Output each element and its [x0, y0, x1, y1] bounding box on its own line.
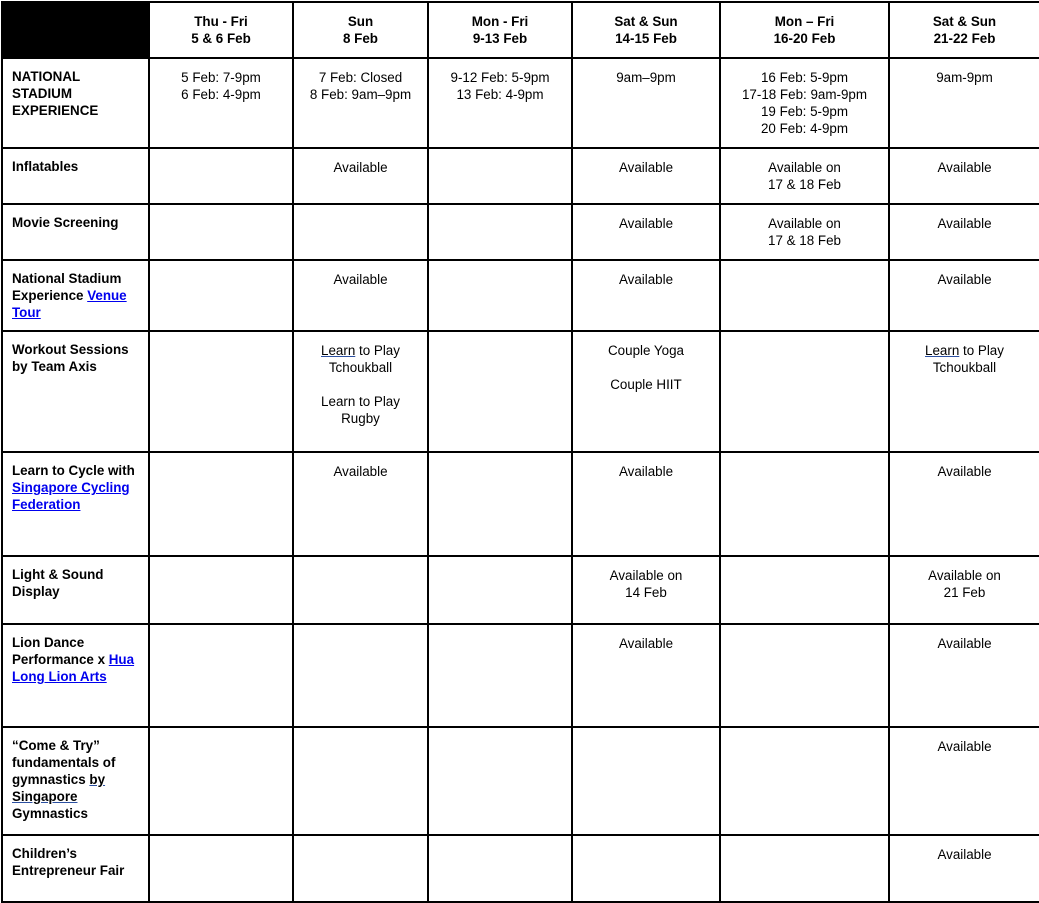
schedule-cell	[149, 624, 293, 727]
cell-line: Available	[333, 272, 388, 287]
cell-line: Available	[937, 464, 992, 479]
text-segment: Learn to Cycle with	[12, 463, 135, 478]
schedule-cell	[428, 148, 572, 204]
schedule-cell	[572, 835, 720, 902]
text-segment: Movie Screening	[12, 215, 119, 230]
schedule-cell	[720, 452, 889, 556]
schedule-cell	[572, 727, 720, 835]
schedule-cell	[428, 556, 572, 624]
cell-line: Couple HIIT	[610, 377, 682, 392]
cell-line: Available	[618, 216, 674, 231]
schedule-cell	[428, 204, 572, 260]
schedule-cell	[293, 58, 428, 148]
cell-line: 9am–9pm	[616, 70, 676, 85]
schedule-cell	[293, 331, 428, 452]
header-line2: 8 Feb	[343, 31, 378, 46]
table-row-national-stadium-experience-venue	[2, 260, 1039, 331]
cell-line: Available	[937, 739, 992, 754]
schedule-cell	[889, 260, 1039, 331]
row-label-workout-sessions-by-team	[2, 331, 149, 452]
table-body	[2, 58, 1039, 902]
schedule-cell	[572, 260, 720, 331]
cell-line: Available	[937, 160, 992, 175]
venue-tour-link[interactable]: Venue Tour	[12, 288, 127, 320]
schedule-cell	[428, 260, 572, 331]
schedule-cell	[720, 260, 889, 331]
schedule-cell	[720, 624, 889, 727]
cell-line: 17 & 18 Feb	[768, 177, 841, 192]
schedule-cell	[572, 556, 720, 624]
corner-cell	[2, 2, 149, 58]
cell-line	[896, 342, 1033, 376]
text-segment: National Stadium Experience	[12, 271, 122, 303]
header-line1: Sat & Sun	[614, 14, 678, 29]
row-label-movie-screening	[2, 204, 149, 260]
schedule-cell	[293, 624, 428, 727]
table-row-lion-dance-performance-x	[2, 624, 1039, 727]
schedule-cell	[889, 204, 1039, 260]
schedule-cell	[889, 624, 1039, 727]
cell-line: Available	[937, 847, 992, 862]
cell-line: 16 Feb: 5-9pm	[760, 70, 849, 85]
cell-line: 17 & 18 Feb	[768, 233, 841, 248]
cell-line: Available	[333, 160, 388, 175]
row-label-national-stadium-experience-venue	[2, 260, 149, 331]
text-segment: Workout Sessions by Team Axis	[12, 342, 129, 374]
header-line2: 16-20 Feb	[773, 31, 836, 46]
table-row-workout-sessions-by-team	[2, 331, 1039, 452]
learn-link[interactable]: Learn	[321, 343, 356, 358]
cell-line: Available on	[768, 160, 841, 175]
schedule-cell	[720, 331, 889, 452]
schedule-cell	[149, 835, 293, 902]
table-row-children-s-entrepreneur-fair	[2, 835, 1039, 902]
column-header-sat-sun-21-22-feb	[889, 2, 1039, 58]
schedule-cell	[572, 624, 720, 727]
cell-line: 9am-9pm	[936, 70, 993, 85]
schedule-cell	[572, 58, 720, 148]
text-segment: Gymnastics	[12, 806, 88, 821]
cell-line: Available	[937, 216, 992, 231]
column-header-mon-fri-9-13-feb	[428, 2, 572, 58]
hua-long-lion-arts-link[interactable]: Hua Long Lion Arts	[12, 652, 135, 684]
schedule-cell	[293, 556, 428, 624]
header-row	[2, 2, 1039, 58]
schedule-cell	[889, 727, 1039, 835]
schedule-cell	[293, 727, 428, 835]
header-line1: Thu - Fri	[194, 14, 248, 29]
column-header-sat-sun-14-15-feb	[572, 2, 720, 58]
schedule-cell	[428, 331, 572, 452]
cell-line: 9-12 Feb: 5-9pm	[450, 70, 550, 85]
schedule-cell	[572, 204, 720, 260]
cell-line: 5 Feb: 7-9pm	[181, 70, 261, 85]
cell-line: Available on	[768, 216, 841, 231]
table-row-movie-screening	[2, 204, 1039, 260]
row-label-children-s-entrepreneur-fair	[2, 835, 149, 902]
by-singapore-link[interactable]: by Singapore	[12, 772, 106, 804]
schedule-cell	[720, 204, 889, 260]
header-line1: Mon - Fri	[471, 14, 529, 29]
cell-line: 19 Feb: 5-9pm	[760, 104, 849, 119]
schedule-cell	[720, 58, 889, 148]
column-header-mon-fri-16-20-feb	[720, 2, 889, 58]
header-line1: Sun	[347, 14, 374, 29]
cell-line	[300, 342, 421, 376]
header-line1: Mon – Fri	[774, 14, 835, 29]
schedule-cell	[572, 452, 720, 556]
text-segment: Lion Dance Performance x	[12, 635, 109, 667]
schedule-cell	[149, 727, 293, 835]
table-row-national-stadium-experience	[2, 58, 1039, 148]
text-segment: Children’s Entrepreneur Fair	[12, 846, 125, 878]
row-label-lion-dance-performance-x	[2, 624, 149, 727]
text-segment: Light & Sound Display	[12, 567, 104, 599]
row-label-come-try-fundamentals-of	[2, 727, 149, 835]
table-row-come-try-fundamentals-of	[2, 727, 1039, 835]
schedule-cell	[720, 727, 889, 835]
schedule-cell	[889, 58, 1039, 148]
text-segment: to Play Tchoukball	[328, 343, 400, 375]
cell-line: Available	[618, 160, 674, 175]
header-line2: 9-13 Feb	[472, 31, 528, 46]
cell-line: Available	[618, 464, 674, 479]
schedule-cell	[720, 835, 889, 902]
cell-line: 14 Feb	[625, 585, 667, 600]
text-segment: NATIONAL STADIUM EXPERIENCE	[12, 69, 99, 118]
schedule-cell	[149, 260, 293, 331]
text-segment: Inflatables	[12, 159, 79, 174]
schedule-cell	[720, 148, 889, 204]
singapore-cycling-federation-link[interactable]: Singapore Cycling Federation	[12, 480, 130, 512]
schedule-cell	[149, 556, 293, 624]
header-line2: 14-15 Feb	[615, 31, 677, 46]
text-segment: “Come & Try” fundamentals of gymnastics	[12, 738, 116, 787]
schedule-cell	[889, 452, 1039, 556]
cell-line: 7 Feb: Closed	[318, 70, 403, 85]
cell-line: Available on	[609, 568, 683, 583]
schedule-cell	[293, 835, 428, 902]
schedule-cell	[149, 204, 293, 260]
row-label-light-sound-display	[2, 556, 149, 624]
schedule-cell	[428, 835, 572, 902]
cell-line	[300, 376, 421, 393]
cell-line: 8 Feb: 9am–9pm	[309, 87, 412, 102]
cell-line: Available	[618, 636, 674, 651]
schedule-cell	[149, 58, 293, 148]
cell-line	[579, 359, 713, 376]
schedule-cell	[293, 204, 428, 260]
schedule-cell	[293, 148, 428, 204]
schedule-cell	[428, 58, 572, 148]
cell-line: 21 Feb	[943, 585, 986, 600]
column-header-thu-fri-5-6-feb	[149, 2, 293, 58]
schedule-cell	[428, 452, 572, 556]
row-label-inflatables	[2, 148, 149, 204]
schedule-cell	[889, 148, 1039, 204]
schedule-cell	[428, 624, 572, 727]
table-row-learn-to-cycle-with	[2, 452, 1039, 556]
schedule-cell	[720, 556, 889, 624]
cell-line: Available on	[928, 568, 1001, 583]
schedule-cell	[889, 331, 1039, 452]
schedule-cell	[889, 835, 1039, 902]
row-label-learn-to-cycle-with	[2, 452, 149, 556]
schedule-cell	[889, 556, 1039, 624]
cell-line: 20 Feb: 4-9pm	[760, 121, 849, 136]
schedule-cell	[572, 148, 720, 204]
cell-line: 17-18 Feb: 9am-9pm	[741, 87, 868, 102]
cell-line: 13 Feb: 4-9pm	[456, 87, 544, 102]
header-line2: 21-22 Feb	[933, 31, 996, 46]
cell-line: Learn to Play Rugby	[321, 394, 400, 426]
schedule-cell	[293, 452, 428, 556]
header-line2: 5 & 6 Feb	[191, 31, 251, 46]
cell-line: Couple Yoga	[608, 343, 684, 358]
schedule-cell	[149, 331, 293, 452]
schedule-cell	[149, 148, 293, 204]
schedule-cell	[572, 331, 720, 452]
learn-link[interactable]: Learn	[925, 343, 960, 358]
schedule-cell	[428, 727, 572, 835]
cell-line: Available	[937, 272, 992, 287]
column-header-sun-8-feb	[293, 2, 428, 58]
cell-line: Available	[618, 272, 674, 287]
table-row-light-sound-display	[2, 556, 1039, 624]
cell-line: Available	[937, 636, 992, 651]
table-row-inflatables	[2, 148, 1039, 204]
cell-line: 6 Feb: 4-9pm	[181, 87, 261, 102]
event-schedule-table	[1, 1, 1039, 903]
table-header	[2, 2, 1039, 58]
row-label-national-stadium-experience	[2, 58, 149, 148]
schedule-cell	[293, 260, 428, 331]
schedule-cell	[149, 452, 293, 556]
cell-line: Available	[333, 464, 388, 479]
header-line1: Sat & Sun	[932, 14, 997, 29]
text-segment: to Play Tchoukball	[932, 343, 1004, 375]
